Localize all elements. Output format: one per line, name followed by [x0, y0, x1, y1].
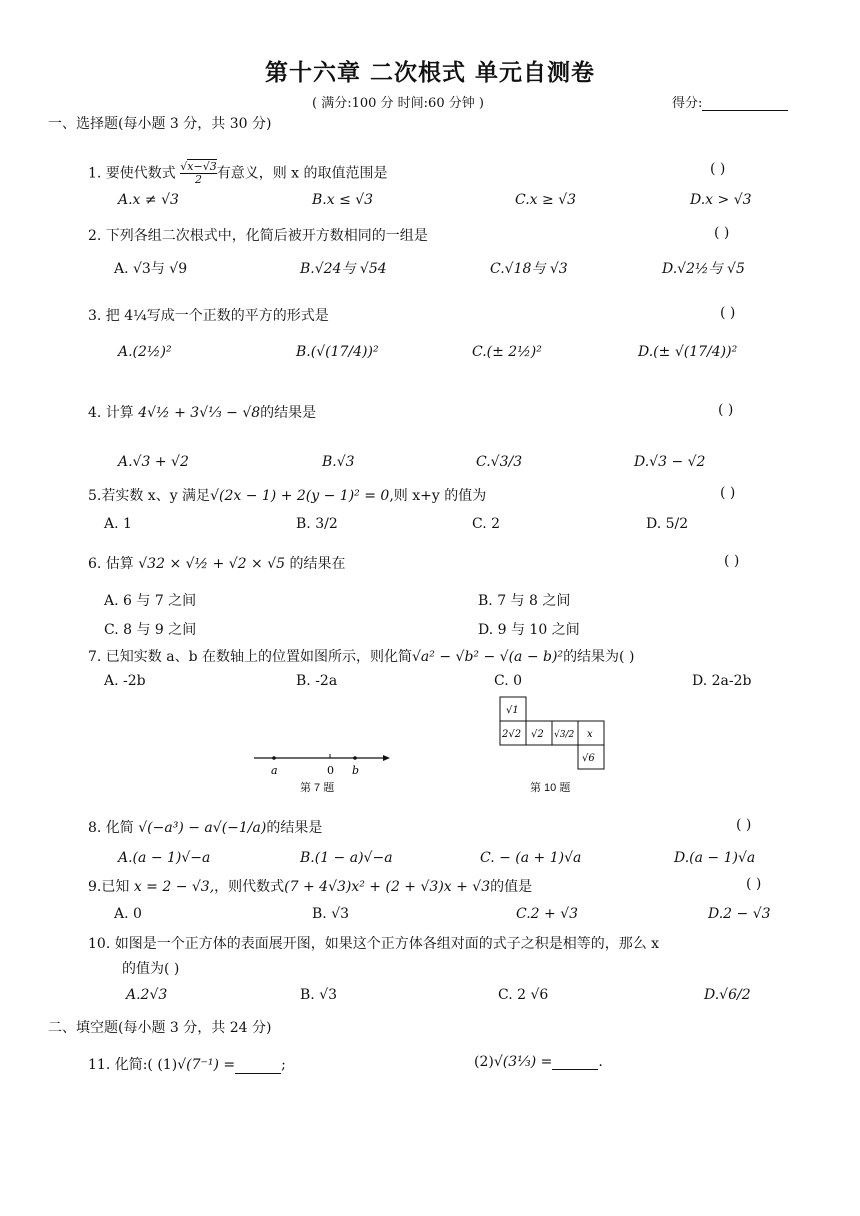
q4-expression: 4√½ + 3√⅓ − √8	[138, 405, 261, 421]
q5-stem-text: 5.若实数 x、y 满足	[88, 488, 211, 504]
q9-answer-paren[interactable]: ( )	[746, 876, 762, 892]
q9-option-b[interactable]: B. √3	[312, 906, 350, 922]
q8-expression: √(−a³) − a√(−1/a)	[138, 820, 267, 836]
q8-stem-text: 8. 化简	[88, 820, 139, 836]
q9-x-value: x = 2 − √3,	[133, 879, 215, 895]
q11-part1-end: ;	[281, 1057, 286, 1073]
q4-option-a[interactable]: A.√3 + √2	[118, 454, 189, 470]
q8-option-a[interactable]: A.(a − 1)√−a	[118, 850, 211, 866]
q9-stem-text: 9.已知	[88, 879, 134, 895]
net-text-1: √1	[506, 705, 519, 716]
q9-stem-tail: 的值是	[490, 879, 533, 895]
q8-option-d[interactable]: D.(a − 1)√a	[674, 850, 756, 866]
q1-stem-tail: 有意义，则 x 的取值范围是	[216, 165, 388, 182]
number-line-arrow	[383, 755, 390, 761]
q3-option-b[interactable]: B.(√(17/4))²	[296, 344, 379, 360]
q9-option-d[interactable]: D.2 − √3	[708, 906, 771, 922]
q6-option-c[interactable]: C. 8 与 9 之间	[104, 622, 197, 638]
exam-meta: ( 满分:100 分 时间:60 分钟 )	[312, 96, 484, 111]
page-title: 第十六章 二次根式 单元自测卷	[264, 59, 595, 86]
q4-stem	[88, 402, 316, 422]
q2-option-d[interactable]: D.√2½与 √5	[662, 261, 745, 277]
q3-answer-paren[interactable]: ( )	[720, 305, 736, 321]
q10-option-c[interactable]: C. 2 √6	[498, 987, 549, 1003]
q9-option-a[interactable]: A. 0	[114, 906, 142, 922]
q5-option-c[interactable]: C. 2	[472, 516, 501, 532]
section-fill-heading: 二、填空题(每小题 3 分，共 24 分)	[48, 1020, 272, 1036]
q1-option-d[interactable]: D.x > √3	[690, 192, 752, 208]
point-b	[353, 756, 357, 760]
q10-stem-line2: 的值为( )	[122, 961, 180, 977]
q7-option-d[interactable]: D. 2a-2b	[692, 673, 752, 689]
q4-option-d[interactable]: D.√3 − √2	[634, 454, 706, 470]
q6-answer-paren[interactable]: ( )	[724, 553, 740, 569]
q9-option-c[interactable]: C.2 + √3	[516, 906, 579, 922]
q9-expression: (7 + 4√3)x² + (2 + √3)x + √3	[284, 879, 491, 895]
q2-stem: 2. 下列各组二次根式中，化简后被开方数相同的一组是	[88, 228, 428, 244]
q2-option-c[interactable]: C.√18与 √3	[490, 261, 568, 277]
net-text-6: √6	[582, 753, 595, 764]
q5-stem	[88, 485, 486, 505]
q3-stem: 3. 把 4¼写成一个正数的平方的形式是	[88, 308, 329, 324]
q5-option-b[interactable]: B. 3/2	[296, 516, 338, 532]
q8-stem	[88, 817, 322, 837]
q7-option-b[interactable]: B. -2a	[296, 673, 338, 689]
score-label: 得分:	[672, 96, 703, 111]
net-text-x: x	[587, 729, 593, 740]
q4-stem-tail: 的结果是	[260, 405, 317, 421]
point-a	[272, 756, 276, 760]
label-zero: 0	[327, 764, 334, 777]
q9-stem-mid: ，则代数式	[214, 879, 285, 895]
section-choice-heading: 一、选择题(每小题 3 分，共 30 分)	[48, 116, 272, 132]
label-b: b	[352, 764, 360, 777]
q6-stem-text: 6. 估算	[88, 556, 139, 572]
q7-stem	[88, 646, 634, 666]
fig7-caption: 第 7 题	[300, 782, 335, 794]
q4-option-b[interactable]: B.√3	[322, 454, 355, 470]
q1-stem	[88, 161, 388, 186]
q7-stem-text: 7. 已知实数 a、b 在数轴上的位置如图所示，则化简	[88, 649, 413, 665]
q8-answer-paren[interactable]: ( )	[736, 817, 752, 833]
q1-answer-paren[interactable]: ( )	[710, 161, 726, 177]
q9-stem	[88, 876, 532, 896]
q1-option-a[interactable]: A.x ≠ √3	[118, 192, 179, 208]
q3-option-c[interactable]: C.(± 2½)²	[472, 344, 542, 360]
q7-option-a[interactable]: A. -2b	[104, 673, 146, 689]
q7-expression: √a² − √b² − √(a − b)²	[412, 649, 564, 665]
q6-option-b[interactable]: B. 7 与 8 之间	[478, 593, 571, 609]
q1-stem-text: 1. 要使代数式	[88, 165, 181, 182]
q2-answer-paren[interactable]: ( )	[714, 225, 730, 241]
q4-stem-text: 4. 计算	[88, 405, 139, 421]
q11-part2-end: .	[598, 1054, 603, 1070]
q5-expression: √(2x − 1) + 2(y − 1)² = 0	[210, 488, 390, 504]
label-a: a	[271, 764, 278, 777]
q10-option-b[interactable]: B. √3	[300, 987, 338, 1003]
fig10-caption: 第 10 题	[530, 782, 571, 794]
score-field[interactable]	[672, 92, 788, 111]
q11-part2	[474, 1054, 603, 1070]
q11-part2-blank[interactable]	[552, 1055, 598, 1070]
q8-option-b[interactable]: B.(1 − a)√−a	[300, 850, 393, 866]
q7-option-c[interactable]: C. 0	[494, 673, 523, 689]
q2-option-a[interactable]: A. √3与 √9	[114, 261, 188, 277]
q11-part1-blank[interactable]	[235, 1059, 281, 1074]
q7-stem-tail: 的结果为( )	[563, 649, 635, 665]
fig10-cube-net	[496, 693, 608, 775]
q4-answer-paren[interactable]: ( )	[718, 402, 734, 418]
q1-option-c[interactable]: C.x ≥ √3	[515, 192, 577, 208]
q11-part1-expression: √(7⁻¹) =	[177, 1057, 236, 1073]
net-text-3: √2	[531, 729, 544, 740]
q8-stem-tail: 的结果是	[266, 820, 323, 836]
q11-part2-expression: √(3⅓) =	[493, 1054, 553, 1070]
q5-option-d[interactable]: D. 5/2	[646, 516, 689, 532]
net-text-2: 2√2	[502, 729, 522, 740]
net-text-4: √3/2	[554, 730, 575, 740]
q11-part2-label: (2)	[474, 1054, 494, 1070]
q10-option-a[interactable]: A.2√3	[126, 987, 168, 1003]
q5-answer-paren[interactable]: ( )	[720, 485, 736, 501]
q1-option-b[interactable]: B.x ≤ √3	[312, 192, 374, 208]
q5-stem-tail: ,则 x+y 的值为	[389, 488, 487, 504]
q6-option-d[interactable]: D. 9 与 10 之间	[478, 622, 580, 638]
q4-option-c[interactable]: C.√3/3	[476, 454, 523, 470]
q6-expression: √32 × √½ + √2 × √5	[138, 556, 286, 572]
q6-stem-tail: 的结果在	[285, 556, 346, 572]
q6-option-a[interactable]: A. 6 与 7 之间	[104, 593, 197, 609]
q1-expression: $\frac{√x-√3}{2}$	[180, 160, 217, 186]
q5-option-a[interactable]: A. 1	[104, 516, 132, 532]
q11-part1	[88, 1054, 286, 1074]
q6-stem	[88, 553, 346, 573]
q11-part1-label: 11. 化简:( (1)	[88, 1057, 178, 1073]
score-blank[interactable]	[702, 96, 788, 111]
q8-option-c[interactable]: C. − (a + 1)√a	[480, 850, 582, 866]
q3-option-d[interactable]: D.(± √(17/4))²	[638, 344, 738, 360]
q10-stem: 10. 如图是一个正方体的表面展开图，如果这个正方体各组对面的式子之积是相等的，那么 x	[88, 936, 660, 952]
q10-option-d[interactable]: D.√6/2	[704, 987, 751, 1003]
q2-option-b[interactable]: B.√24与 √54	[300, 261, 387, 277]
q3-option-a[interactable]: A.(2½)²	[118, 344, 172, 360]
